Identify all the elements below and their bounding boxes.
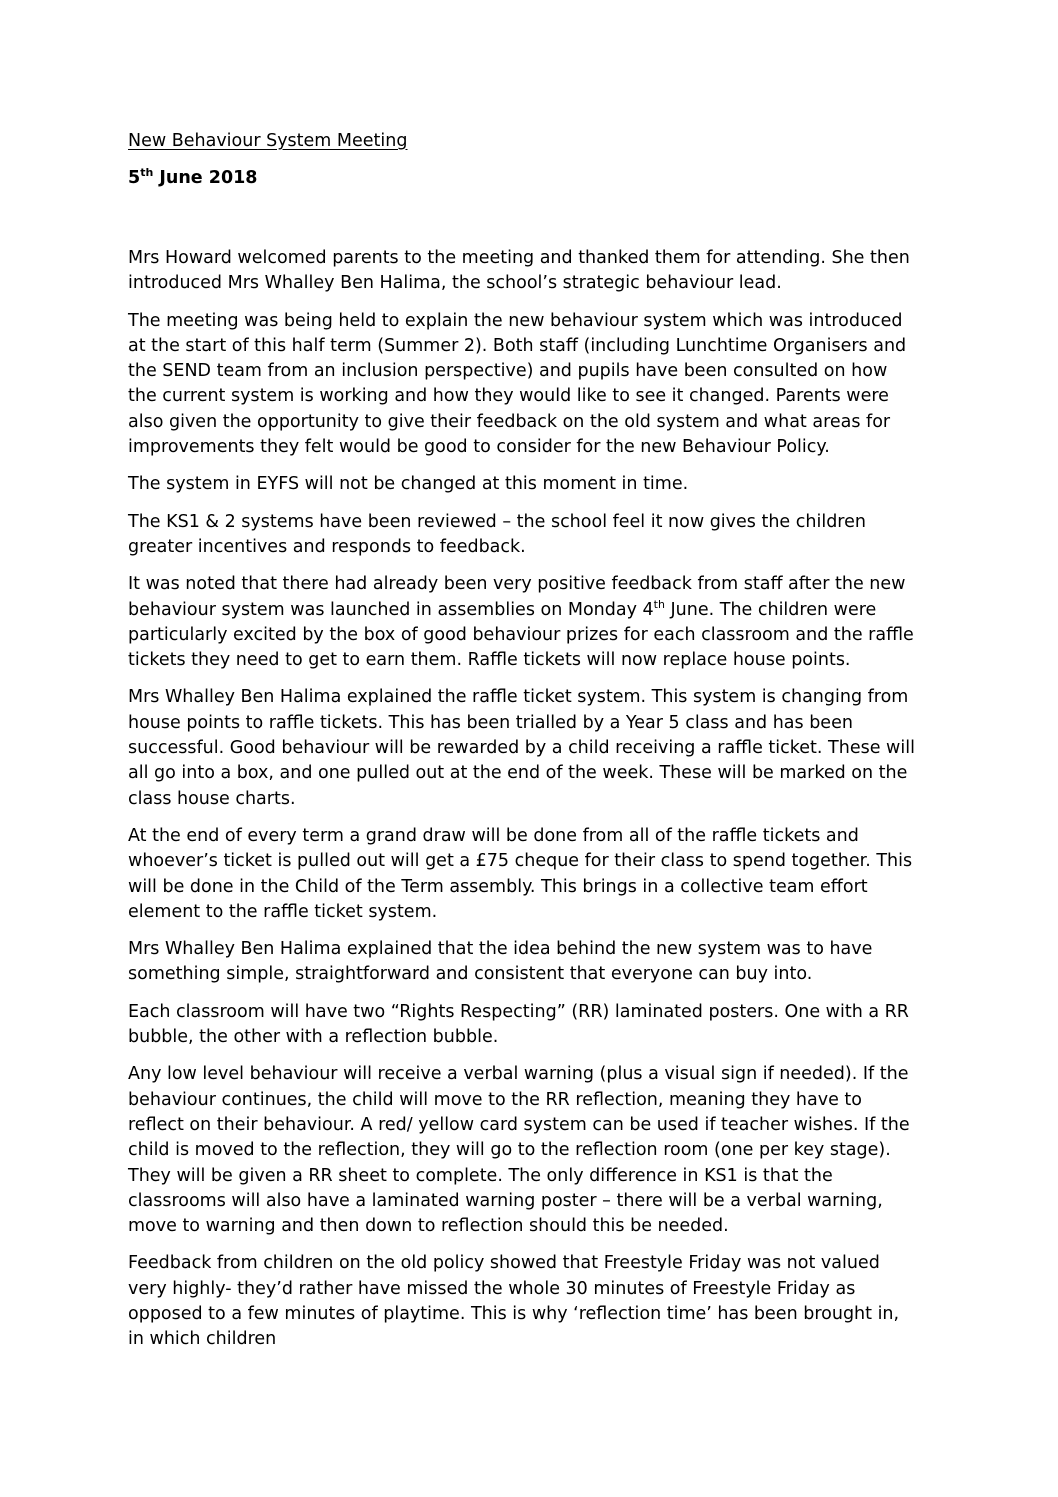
document-title: New Behaviour System Meeting: [128, 131, 408, 151]
paragraph-raffle-system: Mrs Whalley Ben Halima explained the raffle ticket system. This system is changing from house points to raffle tickets. This has been trialled by a Year 5 class and has been successful. Good behaviour will be rewarded by a child receiving a raffle ticket. These will all go into a box, and one pulled out at the end of the week. These will be marked on the class house charts.: [128, 687, 915, 809]
meeting-date-day: 5: [128, 168, 141, 188]
document-content: [128, 129, 918, 1365]
paragraph-freestyle-friday: Feedback from children on the old policy showed that Freestyle Friday was not valued very highly- they’d rather have missed the whole 30 minutes of Freestyle Friday as opposed to a few minutes of playtime. This is why ‘reflection time’ has been brought in, in which children: [128, 1253, 900, 1350]
meeting-date-suffix: th: [140, 166, 154, 180]
paragraph-low-level-behaviour: Any low level behaviour will receive a verbal warning (plus a visual sign if needed). If the behaviour continues, the child will move to the RR reflection, meaning they have to reflect on their behaviour. A red/ yellow card system can be used if teacher wishes. If the child is moved to the reflection, they will go to the reflection room (one per key stage). They will be given a RR sheet to complete. The only difference in KS1 is that the classrooms will also have a laminated warning poster – there will be a verbal warning, move to warning and then down to reflection should this be needed.: [128, 1064, 910, 1237]
paragraph-launch-feedback-end: June. The children were particularly excited by the box of good behaviour prizes for each classroom and the raffle tickets they need to get to earn them. Raffle tickets will now replace house points.: [128, 599, 914, 671]
paragraph-grand-draw: At the end of every term a grand draw will be done from all of the raffle tickets and whoever’s ticket is pulled out will get a £75 cheque for their class to spend together. This will be done in the Child of the Term assembly. This brings in a collective team effort element to the raffle ticket system.: [128, 825, 913, 922]
paragraph-purpose: The meeting was being held to explain the new behaviour system which was introduced at the start of this half term (Summer 2). Both staff (including Lunchtime Organisers and the SEND team from an inclusion perspective) and pupils have been consulted on how the current system is working and how they would like to see it changed. Parents were also given the opportunity to give their feedback on the old system and what areas for improvements they felt would be good to consider for the new Behaviour Policy.: [128, 310, 907, 458]
paragraph-welcome: Mrs Howard welcomed parents to the meeting and thanked them for attending. She then introduced Mrs Whalley Ben Halima, the school’s strategic behaviour lead.: [128, 248, 910, 294]
paragraph-posters: Each classroom will have two “Rights Respecting” (RR) laminated posters. One with a RR bubble, the other with a reflection bubble.: [128, 1001, 909, 1048]
paragraph-launch-feedback-start: It was noted that there had already been very positive feedback from staff after the new behaviour system was launched in assemblies on Monday 4: [128, 574, 906, 620]
meeting-date: [128, 166, 918, 191]
paragraph-launch-feedback-suffix: th: [653, 597, 665, 611]
document-body: [128, 246, 918, 1353]
meeting-date-rest: June 2018: [153, 168, 258, 188]
paragraph-ks1-ks2: The KS1 & 2 systems have been reviewed – the school feel it now gives the children greater incentives and responds to feedback.: [128, 511, 866, 557]
paragraph-simple-system: Mrs Whalley Ben Halima explained that the idea behind the new system was to have something simple, straightforward and consistent that everyone can buy into.: [128, 939, 873, 985]
paragraph-launch-feedback: [128, 572, 918, 673]
paragraph-eyfs: The system in EYFS will not be changed at this moment in time.: [128, 474, 689, 495]
